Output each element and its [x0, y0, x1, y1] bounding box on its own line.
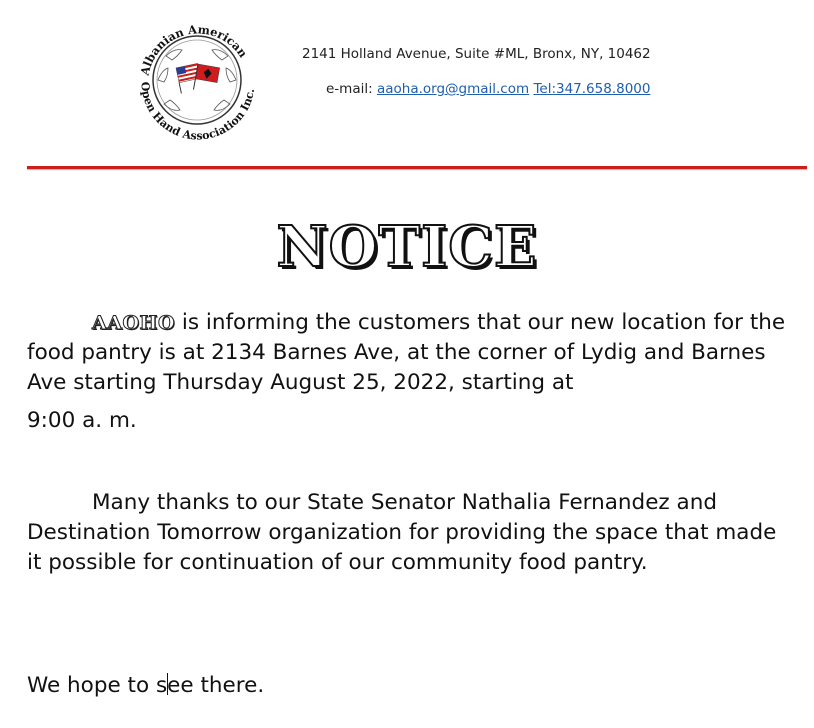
email-link[interactable]: aaoha.org@gmail.com: [376, 81, 530, 97]
header-divider: [27, 166, 807, 169]
closing-line: [27, 673, 264, 698]
svg-text:Open Hand Association Inc.: Open Hand Association Inc.: [138, 81, 258, 143]
notice-title: NOTICE: [276, 214, 538, 280]
location-paragraph: [27, 308, 797, 398]
phone-link[interactable]: Tel:347.658.8000: [533, 81, 651, 97]
contact-line: [326, 81, 650, 97]
association-logo: [128, 8, 266, 150]
closing-text-end: ee there.: [167, 673, 265, 698]
email-label: e-mail:: [326, 81, 373, 97]
thanks-paragraph: [27, 488, 797, 578]
thanks-text: Many thanks to our State Senator Nathalia Fernandez and Destination Tomorrow organization for providing the space that made it possible for continuation of our community food pantry.: [27, 490, 777, 575]
svg-text:Albanian American: Albanian American: [137, 22, 251, 77]
start-time: 9:00 a. m.: [27, 408, 137, 433]
org-abbreviation: AAOHO: [92, 312, 176, 334]
closing-text-start: We hope to s: [27, 673, 168, 698]
address-line: 2141 Holland Avenue, Suite #ML, Bronx, NY, 10462: [302, 46, 651, 62]
location-text: is informing the customers that our new location for the food pantry is at 2134 Barnes Ave, at the corner of Lydig and Barnes Ave starting Thursday August 25, 2022, starting at: [27, 310, 786, 395]
